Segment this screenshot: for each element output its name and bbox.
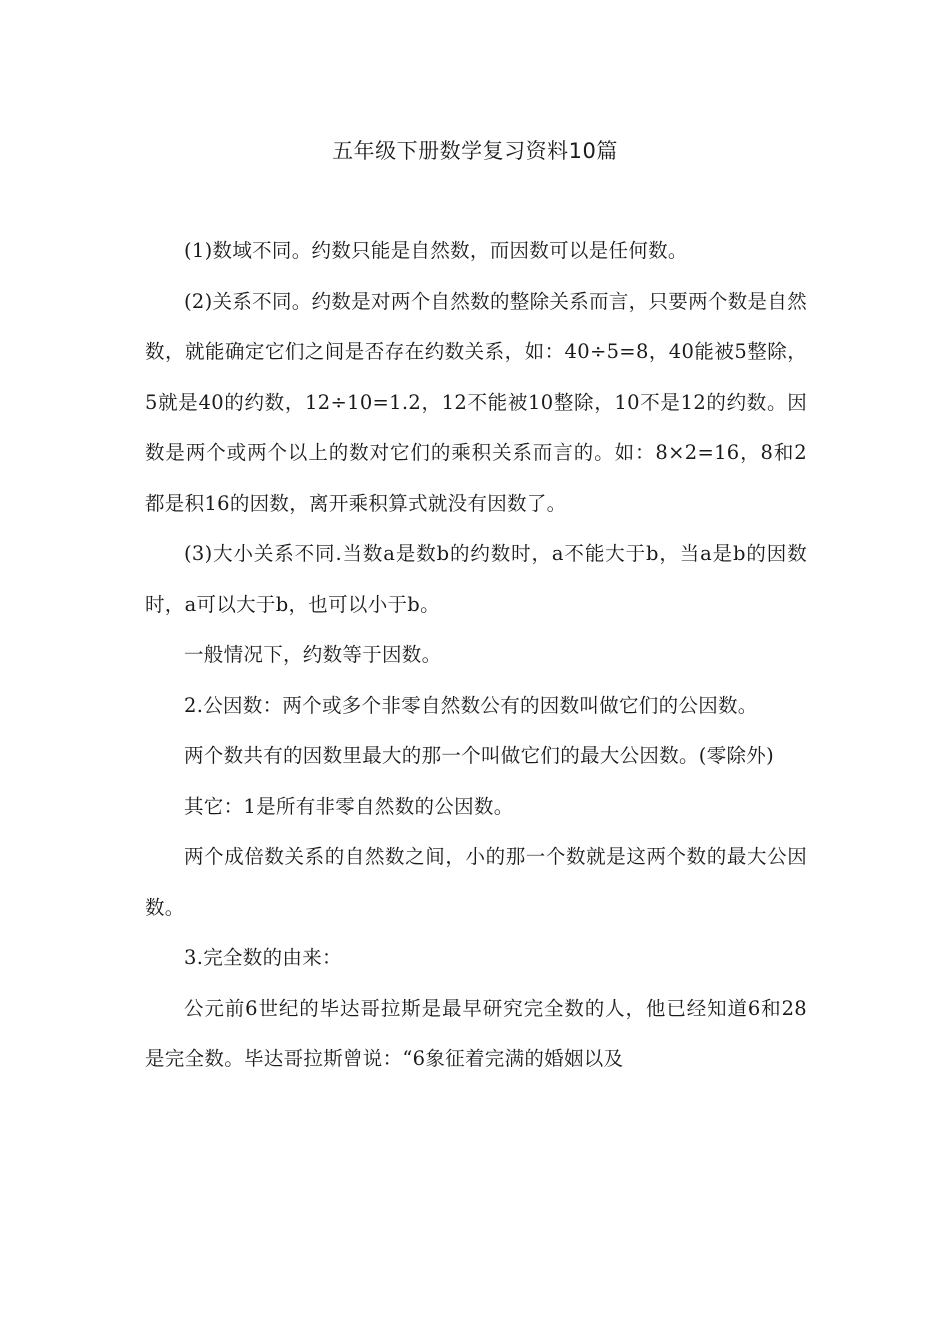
paragraph-5: 2.公因数：两个或多个非零自然数公有的因数叫做它们的公因数。	[184, 693, 758, 717]
paragraph-7: 其它：1是所有非零自然数的公因数。	[184, 794, 514, 818]
paragraph-1: (1)数域不同。约数只能是自然数，而因数可以是任何数。	[184, 239, 688, 262]
paragraph-8: 两个成倍数关系的自然数之间，小的那一个数就是这两个数的最大公因数。	[145, 845, 807, 919]
paragraph-10: 公元前6世纪的毕达哥拉斯是最早研究完全数的人，他已经知道6和28是完全数。毕达哥拉斯曾说：“6象征着完满的婚姻以及	[145, 996, 807, 1070]
paragraph-6: 两个数共有的因数里最大的那一个叫做它们的最大公因数。(零除外)	[184, 744, 775, 767]
paragraph-4: 一般情况下，约数等于因数。	[184, 643, 442, 666]
document-body	[145, 226, 807, 1085]
document-title: 五年级下册数学复习资料10篇	[332, 139, 618, 163]
paragraph-3: (3)大小关系不同.当数a是数b的约数时，a不能大于b，当a是b的因数时，a可以大于b，也可以小于b。	[145, 542, 807, 616]
paragraph-2: (2)关系不同。约数是对两个自然数的整除关系而言，只要两个数是自然数，就能确定它们之间是否存在约数关系，如：40÷5=8，40能被5整除，5就是40的约数，12÷10=1.2，12不能被10整除，10不是12的约数。因数是两个或两个以上的数对它们的乘积关系而言的。如：8×2=16，8和2都是积16的因数，离开乘积算式就没有因数了。	[145, 289, 807, 515]
paragraph-9: 3.完全数的由来：	[184, 946, 342, 969]
